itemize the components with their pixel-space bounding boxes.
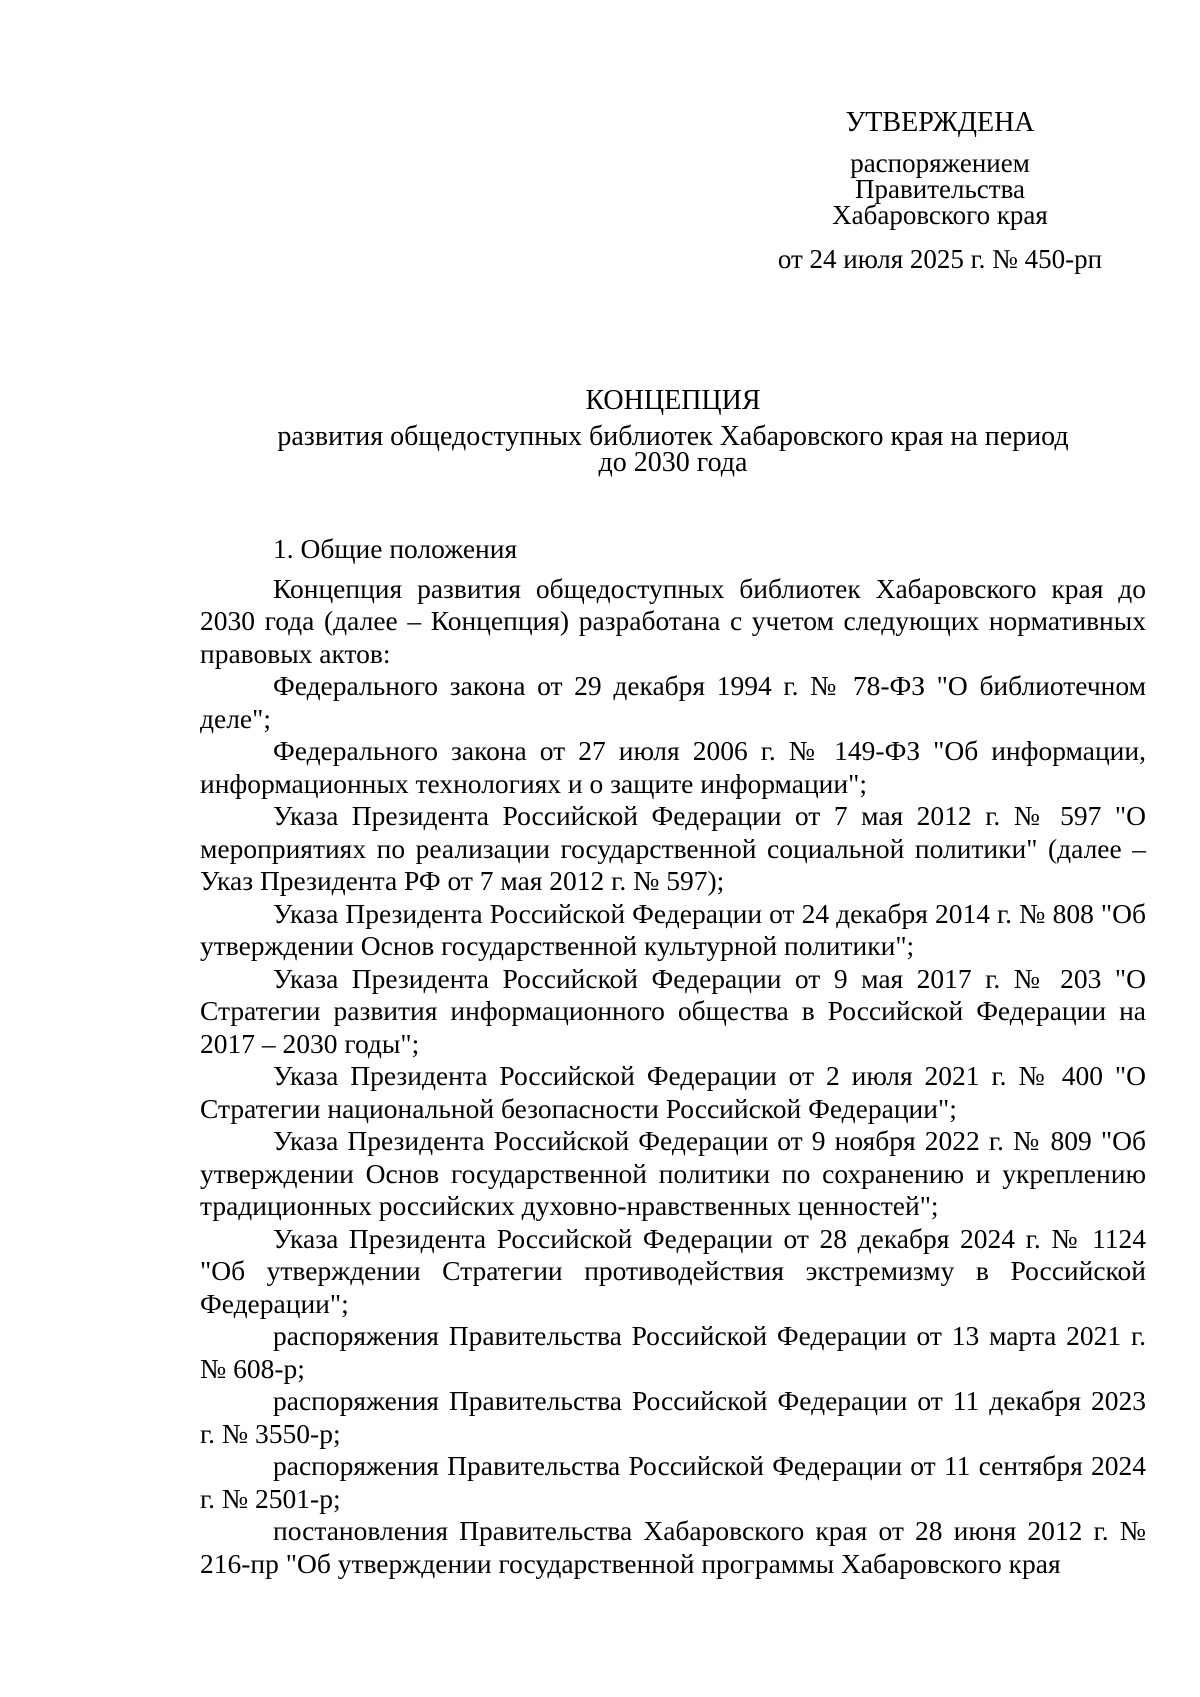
section-heading: 1. Общие положения	[273, 533, 518, 564]
paragraph: Федерального закона от 29 декабря 1994 г. № 78-ФЗ "О библиотечном деле";	[200, 670, 1146, 734]
document-body	[200, 533, 1146, 1580]
approval-line: распоряжением	[850, 148, 1030, 178]
document-title-block	[200, 384, 1146, 476]
approval-date: от 24 июля 2025 г. № 450-рп	[777, 244, 1103, 274]
paragraph: распоряжения Правительства Российской Федерации от 11 сентября 2024 г. № 2501-р;	[200, 1450, 1146, 1514]
paragraph: Указа Президента Российской Федерации от 9 ноября 2022 г. № 809 "Об утверждении Основ государственной политики по сохранению и укреплению традиционных российских духовно-нравственных ценностей";	[200, 1125, 1146, 1221]
paragraph: Указа Президента Российской Федерации от 9 мая 2017 г. № 203 "О Стратегии развития информационного общества в Российской Федерации на 2017 – 2030 годы";	[200, 962, 1146, 1059]
paragraph: Указа Президента Российской Федерации от 24 декабря 2014 г. № 808 "Об утверждении Основ государственной культурной политики";	[200, 897, 1146, 961]
document-subtitle-line: развития общедоступных библиотек Хабаровского края на период	[277, 421, 1069, 452]
paragraph: постановления Правительства Хабаровского края от 28 июня 2012 г. № 216-пр "Об утверждении государственной программы Хабаровского края	[200, 1515, 1146, 1579]
paragraph: распоряжения Правительства Российской Федерации от 13 марта 2021 г. № 608-р;	[200, 1320, 1146, 1384]
paragraph: распоряжения Правительства Российской Федерации от 11 декабря 2023 г. № 3550-р;	[200, 1385, 1146, 1449]
approval-line: Правительства	[855, 174, 1025, 204]
paragraph: Указа Президента Российской Федерации от 2 июля 2021 г. № 400 "О Стратегии национальной безопасности Российской Федерации";	[200, 1060, 1146, 1124]
approval-heading: УТВЕРЖДЕНА	[845, 107, 1035, 138]
document-title: КОНЦЕПЦИЯ	[585, 385, 761, 416]
paragraph: Концепция развития общедоступных библиотек Хабаровского края до 2030 года (далее – Концепция) разработана с учетом следующих нормативных правовых актов:	[200, 572, 1146, 669]
document-subtitle-line: до 2030 года	[598, 447, 748, 478]
paragraph: Федерального закона от 27 июля 2006 г. № 149-ФЗ "Об информации, информационных технологиях и о защите информации";	[200, 735, 1146, 799]
approval-line: Хабаровского края	[832, 200, 1048, 230]
paragraph: Указа Президента Российской Федерации от 28 декабря 2024 г. № 1124 "Об утверждении Стратегии противодействия экстремизму в Российской Федерации";	[200, 1222, 1146, 1319]
paragraph: Указа Президента Российской Федерации от 7 мая 2012 г. № 597 "О мероприятиях по реализации государственной социальной политики" (далее – Указ Президента РФ от 7 мая 2012 г. № 597);	[200, 800, 1146, 896]
approval-stamp	[760, 108, 1120, 274]
